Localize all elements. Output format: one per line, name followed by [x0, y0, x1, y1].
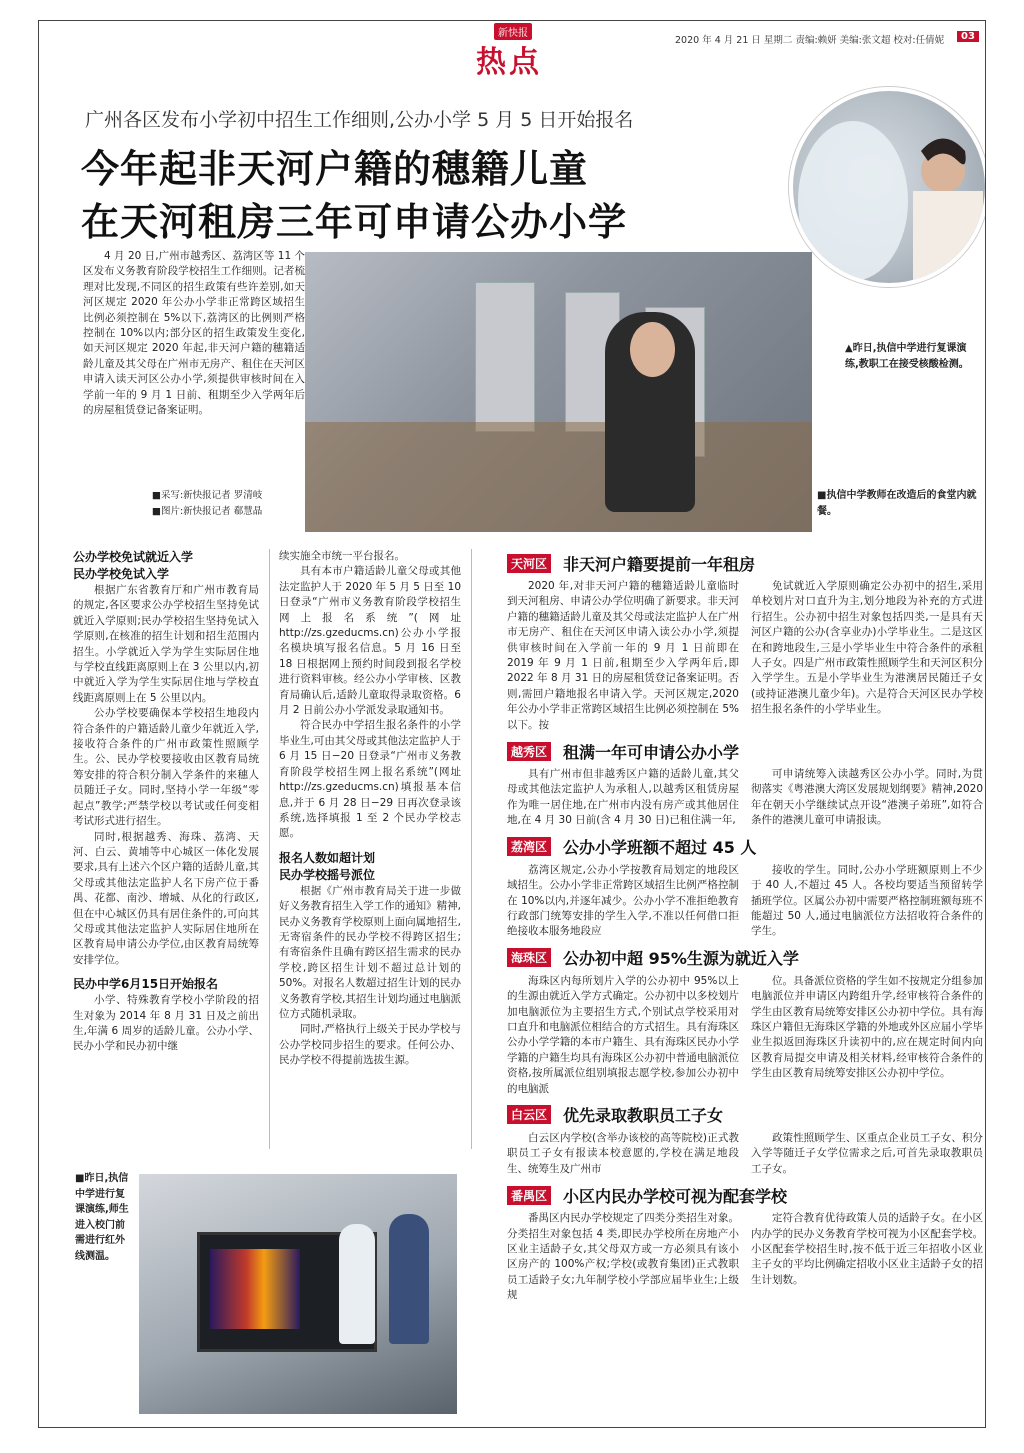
district-block — [507, 1183, 983, 1303]
body-paragraph: 接收的学生。同时,公办小学班额原则上不少于 40 人,不超过 45 人。各校均要适当预留转学插班学位。区属公办初中需要严格控制班额每班不能超过 50 人,通过电脑派位方法招收符合条件的学生。 — [751, 863, 983, 938]
body-paragraph: 可申请统筹入读越秀区公办小学。同时,为贯彻落实《粤港澳大湾区发展规划纲要》精神,2020 年在朝天小学继续试点开设“港澳子弟班”,如符合条件的港澳儿童可申请报读。 — [751, 768, 983, 827]
body-paragraph: 2020 年,对非天河户籍的穗籍适龄儿童临时到天河租房、申请公办学位明确了新要求。非天河户籍的穗籍适龄儿童及其父母或法定监护人在广州市无房产、租住在天河区申请入读公办小学,须提供审核时间在入学前一年的 9 月 1 日前即在 2019 年 9 月 1 日前,租期至少入学两年后,即 2022 年 8 月 31 日的房屋租赁登记备案证明。否则,需回户籍地报名申请入学。天河区规定,2020 年公办小学非正常跨区域招生比例必须控制在 5%以下。按 — [507, 580, 739, 731]
district-header — [507, 1183, 983, 1207]
district-tag: 海珠区 — [507, 948, 551, 967]
body-paragraph: 续实施全市统一平台报名。 — [279, 550, 405, 562]
body-paragraph: 政策性照顾学生、区重点企业员工子女、积分入学等随迁子女学位需求之后,可首先录取教职员工子女。 — [751, 1131, 983, 1175]
district-tag: 白云区 — [507, 1105, 551, 1124]
body-paragraph: 位。具备派位资格的学生如不按规定分组参加电脑派位并申请区内跨组升学,经审核符合条件的学生由区教育局统筹安排区公办初中学位。具有海珠区户籍但无海珠区学籍的外地或外区应届小学毕业生拟返回海珠区升读初中的,应在规定时间内向区教育局提交申请及相关材料,经审核符合条件的学生由区教育局统筹安排区公办初中学位。 — [751, 974, 983, 1080]
district-block — [507, 1103, 983, 1177]
district-col-left — [507, 767, 739, 829]
district-col-left — [507, 579, 739, 733]
thermal-image — [210, 1249, 300, 1329]
body-paragraph: 具有本市户籍适龄儿童父母或其他法定监护人于 2020 年 5 月 5 日至 10 日登录“广州市义务教育阶段学校招生网上报名系统”(网址 http://zs.gzeducms.cn)公办小学报名模块填写报名信息。5 月 16 日至 18 日根据网上预约时间段到报名学校进行资料审核。经公办小学审核、区教育局确认后,适龄儿童取得录取资格。6 月 2 日前公办小学派发录取通知书。 — [279, 565, 461, 717]
section-heading: 民办学校免试入学 — [73, 567, 170, 581]
district-header — [507, 739, 983, 763]
newspaper-page — [38, 20, 986, 1428]
district-tag: 番禺区 — [507, 1186, 551, 1205]
column-1 — [73, 549, 259, 1055]
article-credits — [152, 488, 262, 520]
district-col-left — [507, 974, 739, 1097]
caption-main-photo: ■执信中学教师在改造后的食堂内就餐。 — [817, 490, 977, 517]
district-body — [507, 974, 983, 1097]
district-block — [507, 739, 983, 829]
district-block — [507, 551, 983, 733]
district-col-right — [751, 1211, 983, 1303]
district-title: 优先录取教职员工子女 — [563, 1106, 724, 1126]
district-list — [507, 545, 983, 1304]
district-title: 公办小学班额不超过 45 人 — [563, 838, 757, 858]
district-col-right — [751, 1131, 983, 1177]
body-paragraph: 同时,根据越秀、海珠、荔湾、天河、白云、黄埔等中心城区一体化发展要求,具有上述六个区户籍的适龄儿童,其父母或其他法定监护人名下房产位于番禺、花都、南沙、增城、从化的行政区,但在中心城区仍具有居住条件的,可向其父母或其他法定监护人实际居住地所在区教育局申请公办学位,由区教育局统筹安排学位。 — [73, 830, 259, 966]
section-title: 热点 — [476, 45, 542, 80]
body-paragraph: 白云区内学校(含举办该校的高等院校)正式教职员工子女有报读本校意愿的,学校在满足地段生、统筹生及广州市 — [507, 1131, 739, 1175]
district-col-left — [507, 1131, 739, 1177]
district-body — [507, 1211, 983, 1303]
student-figure — [389, 1214, 429, 1344]
district-body — [507, 863, 983, 940]
headline-line-2: 在天河租房三年可申请公办小学 — [81, 200, 628, 244]
district-body — [507, 579, 983, 733]
section-heading: 公办学校免试就近入学 — [73, 550, 194, 564]
district-header — [507, 835, 983, 859]
dateline: 2020 年 4 月 21 日 星期二 责编:赖妍 美编:张文超 校对:任倩妮 — [675, 35, 945, 46]
masthead-badge: 新快报 — [494, 23, 532, 40]
district-title: 租满一年可申请公办小学 — [563, 742, 740, 762]
cafeteria-table — [305, 422, 812, 532]
column-2 — [279, 549, 461, 1069]
cafeteria-partition — [475, 282, 535, 432]
district-col-left — [507, 1211, 739, 1303]
body-paragraph: 小学、特殊教育学校小学阶段的招生对象为 2014 年 8 月 31 日及之前出生,年满 6 周岁的适龄儿童。公办小学、民办小学和民办初中继 — [73, 994, 259, 1053]
section-heading: 民办学校摇号派位 — [279, 867, 376, 882]
district-col-right — [751, 863, 983, 940]
article-lead — [83, 249, 305, 418]
caption-bottom-photo: ■昨日,执信中学进行复课演练,师生进入校门前需进行红外线测温。 — [75, 1173, 129, 1262]
body-paragraph: 具有广州市但非越秀区户籍的适龄儿童,其父母或其他法定监护人为承租人,以越秀区租赁房屋作为唯一居住地,在广州市内没有房产或其他居住地,在 4 月 30 日前(含 4 月 30 日)已租住满一年, — [507, 768, 739, 827]
district-title: 小区内民办学校可视为配套学校 — [563, 1186, 788, 1206]
district-tag: 荔湾区 — [507, 837, 551, 856]
district-col-right — [751, 579, 983, 733]
body-paragraph: 免试就近入学原则确定公办初中的招生,采用单校划片对口直升为主,划分地段为补充的方式进行招生。公办初中招生对象包括四类,一是具有天河区户籍的公办(含享业办)小学毕业生。二是这区在和跨地段生,三是小学毕业生中符合条件的承租人子女。四是广州市政策性照顾学生和天河区积分入学学生。五是小学毕业生为港澳居民随迁子女(或持证港澳儿童少年)。六是符合天河区民办学校招生报名条件的小学毕业生。 — [751, 580, 983, 716]
page-number: 03 — [957, 31, 979, 42]
section-heading: 民办中学6月15日开始报名 — [73, 977, 219, 992]
body-paragraph: 定符合教育优待政策人员的适龄子女。在小区内办学的民办义务教育学校可视为小区配套学校。小区配套学校招生时,按不低于近三年招收小区业主子女的平均比例确定招收小区业主适龄子女的招生计划数。 — [751, 1212, 983, 1286]
district-title: 公办初中超 95%生源为就近入学 — [563, 949, 799, 969]
district-body — [507, 767, 983, 829]
column-divider — [269, 549, 270, 1149]
caption-right-photo: ▲昨日,执信中学进行复课演练,教职工在接受核酸检测。 — [845, 343, 969, 370]
body-paragraph: 符合民办中学招生报名条件的小学毕业生,可由其父母或其他法定监护人于 6 月 15 日−20 日登录“广州市义务教育阶段学校招生网上报名系统”(网址 http://zs.gzeducms.cn)填报基本信息,并于 6 月 28 日−29 日再次登录该系统,选择填报 1 至 2 个民办学校志愿。 — [279, 719, 461, 840]
teacher-face — [630, 322, 675, 377]
lead-paragraph: 4 月 20 日,广州市越秀区、荔湾区等 11 个区发布义务教育阶段学校招生工作细则。记者梳理对比发现,不同区的招生政策有些许差别,如天河区规定 2020 年公办小学非正常跨区域招生比例必须控制在 5%以下,荔湾区的比例则严格控制在 10%以内;部分区的招生政策发生变化,如天河区规定 2020 年起,非天河户籍的穗籍适龄儿童及其父母在广州市无房产、租住在天河区申请入读天河区公办小学,须提供审核时间在入学前一年的 9 月 1 日前、租期至少入学两年后的房屋租赁登记备案证明。 — [83, 250, 305, 417]
body-paragraph: 海珠区内每所划片入学的公办初中 95%以上的生源由就近入学方式确定。公办初中以多校划片加电脑派位为主要招生方式,个别试点学校采用对口直升和电脑派位相结合的方式招生。具有海珠区公办小学学籍的本市户籍生、具有海珠区民办小学学籍的户籍生均具有海珠区公办初中普通电脑派位资格,按所属派位组别填报志愿学校,参加公办初中的电脑派 — [507, 974, 739, 1095]
body-paragraph: 荔湾区规定,公办小学按教育局划定的地段区域招生。公办小学非正常跨区域招生比例严格控制在 10%以内,并逐年减少。公办小学不准拒绝教育行政部门统筹安排的学生入学,不准以任何借口拒绝接收本服务地段应 — [507, 863, 739, 938]
district-block — [507, 946, 983, 1097]
nucleic-test-illustration — [793, 91, 986, 287]
column-divider — [471, 549, 472, 1149]
district-col-left — [507, 863, 739, 940]
district-header — [507, 551, 983, 575]
district-col-right — [751, 767, 983, 829]
district-header — [507, 1103, 983, 1127]
credit-writer: ■采写:新快报记者 罗清岐 — [152, 490, 263, 501]
body-paragraph: 根据广东省教育厅和广州市教育局的规定,各区要求公办学校招生坚持免试就近入学原则;民办学校招生坚持免试入学原则,在核准的招生计划和招生范围内招生。小学就近入学为学生实际居住地与学校直线距离原则上在 3 公里以内,初中就近入学为学生实际居住地与学校直线距离原则上在 5 公里以内。 — [73, 584, 259, 704]
district-body — [507, 1131, 983, 1177]
district-title: 非天河户籍要提前一年租房 — [563, 554, 756, 574]
section-heading: 报名人数如超计划 — [279, 850, 376, 865]
district-header — [507, 946, 983, 970]
student-figure — [339, 1224, 375, 1344]
article-subhead: 广州各区发布小学初中招生工作细则,公办小学 5 月 5 日开始报名 — [85, 109, 634, 131]
body-paragraph: 同时,严格执行上级关于民办学校与公办学校同步招生的要求。任何公办、民办学校不得提前选拔生源。 — [279, 1023, 461, 1067]
district-col-right — [751, 974, 983, 1097]
body-paragraph: 番禺区内民办学校规定了四类分类招生对象。分类招生对象包括 4 类,即民办学校所在房地产小区业主适龄子女,其父母双方或一方必须具有该小区房产的 100%产权;学校(或教育集团)正式教职员工适龄子女;九年制学校小学部应届毕业生;上级规 — [507, 1212, 739, 1302]
district-tag: 天河区 — [507, 554, 551, 573]
district-block — [507, 835, 983, 940]
temperature-check-photo — [139, 1174, 457, 1414]
nucleic-test-photo — [789, 87, 986, 287]
cafeteria-photo — [305, 252, 812, 532]
body-paragraph: 根据《广州市教育局关于进一步做好义务教育招生入学工作的通知》精神,民办义务教育学校原则上面向属地招生,无寄宿条件的民办学校不得跨区招生;有寄宿条件且确有跨区招生需求的民办学校,跨区招生计划不超过总计划的 50%。对报名人数超过招生计划的民办义务教育学校,其招生计划均通过电脑派位方式随机录取。 — [279, 884, 461, 1020]
district-tag: 越秀区 — [507, 742, 551, 761]
credit-photo: ■图片:新快报记者 郗慧晶 — [152, 506, 263, 517]
headline-line-1: 今年起非天河户籍的穗籍儿童 — [81, 147, 589, 191]
body-paragraph: 公办学校要确保本学校招生地段内符合条件的户籍适龄儿童少年就近入学,接收符合条件的广州市政策性照顾学生。公、民办学校要接收由区教育局统筹安排的符合积分制入学条件的来穗人员随迁子女。同时,坚持小学一年级“零起点”教学;严禁学校以考试或任何变相考试形式进行招生。 — [73, 707, 259, 828]
